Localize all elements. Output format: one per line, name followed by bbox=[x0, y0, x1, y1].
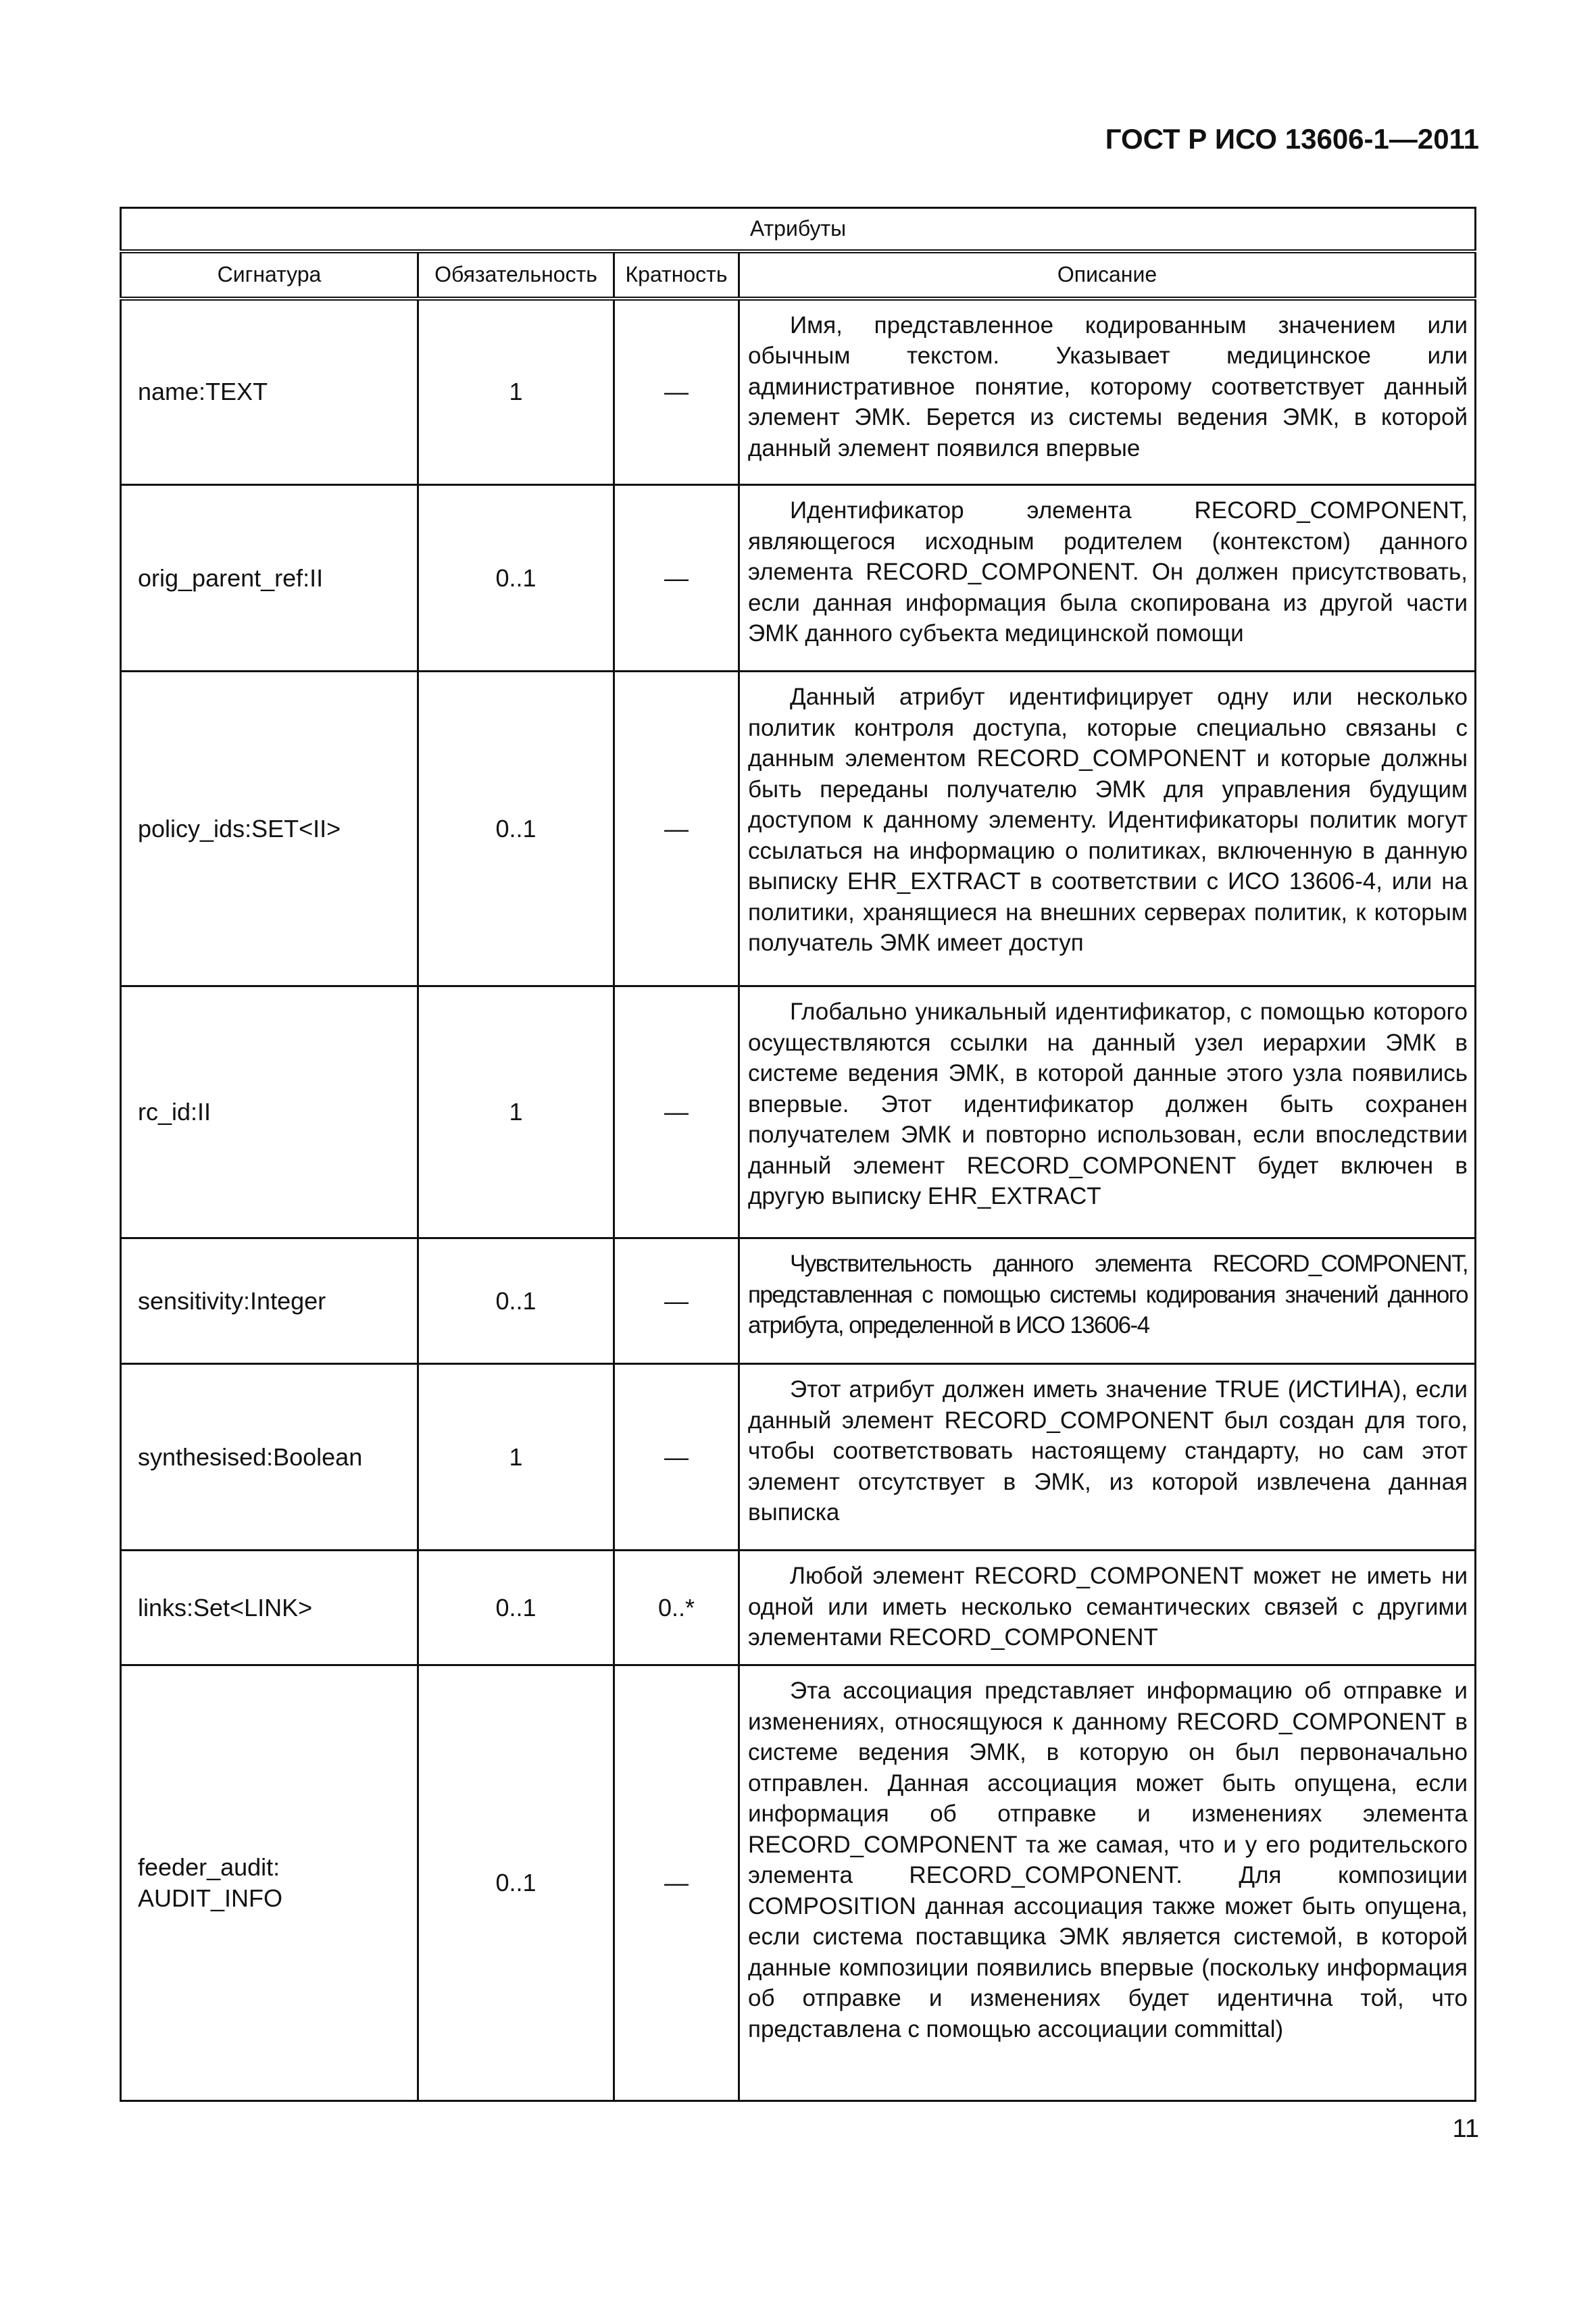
column-header-required: Обязательность bbox=[418, 251, 614, 299]
document-header: ГОСТ Р ИСО 13606-1—2011 bbox=[1105, 123, 1479, 155]
description-cell bbox=[739, 1238, 1476, 1364]
description-text: Эта ассоциация представляет информацию об отправке и изменениях, относящуюся к данному RECORD_COMPONENT в системе ведения ЭМК, в которую он был первоначально отправлен. Данная ассоциация может быть опущена, если информация об отправке и изменениях элемента RECORD_COMPONENT та же самая, что и у его родительского элемента RECORD_COMPONENT. Для композиции COMPOSITION данная ассоциация также может быть опущена, если система поставщика ЭМК является системой, в которой данные композиции появились впервые (поскольку информация об отправке и изменениях будет идентична той, что представлена с помощью ассоциации committal) bbox=[748, 1678, 1468, 2042]
required-cell: 0..1 bbox=[418, 1238, 614, 1364]
required-cell: 1 bbox=[418, 986, 614, 1238]
signature-cell: policy_ids:SET<II> bbox=[121, 672, 418, 986]
description-cell bbox=[739, 1665, 1476, 2101]
description-cell bbox=[739, 485, 1476, 672]
table-row bbox=[121, 299, 1476, 485]
required-cell: 0..1 bbox=[418, 1551, 614, 1665]
page-number: 11 bbox=[1452, 2115, 1479, 2143]
required-cell: 0..1 bbox=[418, 1665, 614, 2101]
description-cell bbox=[739, 986, 1476, 1238]
multiplicity-cell: 0..* bbox=[614, 1551, 739, 1665]
description-text: Идентификатор элемента RECORD_COMPONENT, являющегося исходным родителем (контекстом) данного элемента RECORD_COMPONENT. Он должен присутствовать, если данная информация была скопирована из другой части ЭМК данного субъекта медицинской помощи bbox=[748, 497, 1468, 647]
description-cell bbox=[739, 1551, 1476, 1665]
multiplicity-cell: — bbox=[614, 299, 739, 485]
description-cell bbox=[739, 299, 1476, 485]
multiplicity-cell: — bbox=[614, 986, 739, 1238]
description-cell bbox=[739, 672, 1476, 986]
table-row bbox=[121, 672, 1476, 986]
column-header-signature: Сигнатура bbox=[121, 251, 418, 299]
description-text: Имя, представленное кодированным значением или обычным текстом. Указывает медицинское или административное понятие, которому соответствует данный элемент ЭМК. Берется из системы ведения ЭМК, в которой данный элемент появился впервые bbox=[748, 311, 1468, 461]
multiplicity-cell: — bbox=[614, 672, 739, 986]
description-cell bbox=[739, 1364, 1476, 1551]
signature-cell: rc_id:II bbox=[121, 986, 418, 1238]
required-cell: 0..1 bbox=[418, 672, 614, 986]
table-row bbox=[121, 1238, 1476, 1364]
signature-cell: synthesised:Boolean bbox=[121, 1364, 418, 1551]
table-row bbox=[121, 1364, 1476, 1551]
table-row bbox=[121, 1665, 1476, 2101]
column-header-multiplicity: Кратность bbox=[614, 251, 739, 299]
description-text: Данный атрибут идентифицирует одну или несколько политик контроля доступа, которые специально связаны с данным элементом RECORD_COMPONENT и которые должны быть переданы получателю ЭМК для управления будущим доступом к данному элементу. Идентификаторы политик могут ссылаться на информацию о политиках, включенную в данную выписку EHR_EXTRACT в соответствии с ИСО 13606-4, или на политики, хранящиеся на внешних серверах политик, к которым получатель ЭМК имеет доступ bbox=[748, 684, 1468, 956]
description-text: Любой элемент RECORD_COMPONENT может не иметь ни одной или иметь несколько семантических связей с другими элементами RECORD_COMPONENT bbox=[748, 1563, 1468, 1651]
signature-cell: links:Set<LINK> bbox=[121, 1551, 418, 1665]
required-cell: 0..1 bbox=[418, 485, 614, 672]
column-header-description: Описание bbox=[739, 251, 1476, 299]
signature-cell: sensitivity:Integer bbox=[121, 1238, 418, 1364]
required-cell: 1 bbox=[418, 299, 614, 485]
table-row bbox=[121, 986, 1476, 1238]
table-row bbox=[121, 1551, 1476, 1665]
table-group-title: Атрибуты bbox=[121, 208, 1476, 251]
signature-cell: feeder_audit: AUDIT_INFO bbox=[121, 1665, 418, 2101]
multiplicity-cell: — bbox=[614, 1665, 739, 2101]
description-text: Чувствительность данного элемента RECORD_COMPONENT, представленная с помощью системы кодирования значений данного атрибута, определенной в ИСО 13606-4 bbox=[748, 1251, 1468, 1338]
signature-cell: orig_parent_ref:II bbox=[121, 485, 418, 672]
attributes-table bbox=[120, 207, 1476, 2102]
description-text: Этот атрибут должен иметь значение TRUE (ИСТИНА), если данный элемент RECORD_COMPONENT был создан для того, чтобы соответствовать настоящему стандарту, но сам этот элемент отсутствует в ЭМК, из которой извлечена данная выписка bbox=[748, 1376, 1468, 1526]
multiplicity-cell: — bbox=[614, 1238, 739, 1364]
multiplicity-cell: — bbox=[614, 1364, 739, 1551]
signature-cell: name:TEXT bbox=[121, 299, 418, 485]
required-cell: 1 bbox=[418, 1364, 614, 1551]
table-row bbox=[121, 485, 1476, 672]
multiplicity-cell: — bbox=[614, 485, 739, 672]
description-text: Глобально уникальный идентификатор, с помощью которого осуществляются ссылки на данный узел иерархии ЭМК в системе ведения ЭМК, в которой данные этого узла появились впервые. Этот идентификатор должен быть сохранен получателем ЭМК и повторно использован, если впоследствии данный элемент RECORD_COMPONENT будет включен в другую выписку EHR_EXTRACT bbox=[748, 999, 1468, 1209]
